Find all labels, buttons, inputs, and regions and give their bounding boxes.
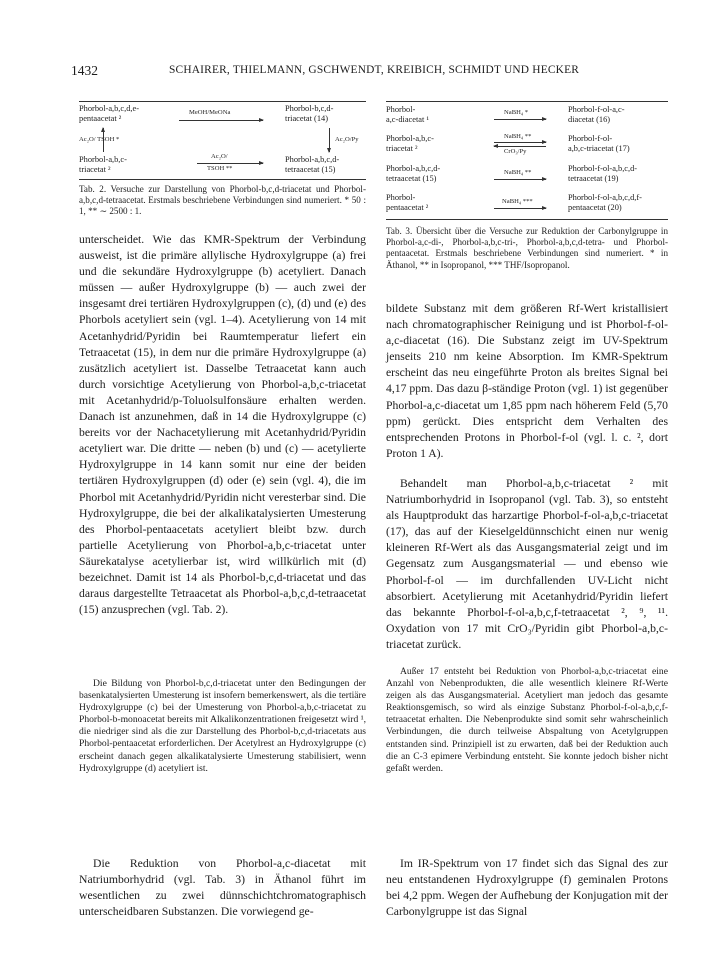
left-paragraph-1: unterscheidet. Wie das KMR-Spektrum der Verbindung ausweist, ist die primäre allylische Hydroxylgruppe (a) frei und die sekundäre Hydroxylgruppe (b) acetyliert. Danach müssen — außer Hydroxylgruppe (b) — auch zwei der insgesamt drei tertiären Hydroxylgruppen (c), (d) und (e) des Phorbols acetyliert sein (vgl. 1–4). Acetylierung von 14 mit Acetanhydrid/Pyridin bei Raumtemperatur liefert ein Tetraacetat (15), in dem nur die primäre Hydroxylgruppe (a) zusätzlich acetyliert ist. Dasselbe Tetraacetat kann auch durch vorsichtige Acetylierung von Phorbol-a,b,c-triacetat mit Acetanhydrid/p-Toluolsulfonsäure erhalten werden. Danach ist anzunehmen, daß in 14 die Hydroxylgruppe (c) bereits vor der Nachacetylierung mit Acetanhydrid/Pyridin acetyliert war. Die dritte — neben (b) und (c) — acetylierte Hydroxylgruppe in 14 kann somit nur eine der beiden tertiären Hydroxylgruppen (d) oder (e) sein (vgl. 4), die im Phorbol mit Acetanhydrid/Pyridin nicht veresterbar sind. Die Hydroxylgruppe, die bei der alkalikatalysierten Umesterung des Phorbol-pentaacetats acetyliert bleibt bzw. durch partielle Acetylierung von Phorbol-a,b,c-triacetat unter Säurekatalyse acetylierbar ist, wird willkürlich mit (d) bezeichnet. Damit ist 14 als Phorbol-b,c,d-triacetat und das daraus dargestellte Tetraacetat als Phorbol-a,b,c,d-tetraacetat (15) anzusprechen (vgl. Tab. 2). [79, 233, 366, 617]
table2-arrow-bottom [197, 163, 263, 164]
table2-bottom-right-1: Phorbol-a,b,c,d- [285, 155, 340, 164]
table3-row1-right-1: Phorbol-f-ol-a,c- [568, 105, 625, 114]
table2-top-reagent: MeOH/MeONa [189, 109, 231, 116]
right-paragraph-4: Im IR-Spektrum von 17 findet sich das Signal des zur neu entstandenen Hydroxylgruppe (f) geminalen Protons bei 4,2 ppm. Wegen der Aufhebung der Konjugation mit der Carbonylgruppe ist das Signal [386, 857, 668, 919]
table3-row2-reagent-2: CrO₃/Py [504, 148, 527, 155]
table3-row1-right-2: diacetat (16) [568, 115, 611, 124]
table2-left-reagent: Ac₂O/ TSOH * [79, 136, 120, 143]
table3-row2-left-2: triacetat ² [386, 144, 418, 153]
table2-bottom-left-2: triacetat ² [79, 165, 111, 174]
table2-arrow-right [179, 120, 263, 121]
right-paragraph-3: Außer 17 entsteht bei Reduktion von Phorbol-a,b,c-triacetat eine Anzahl von Nebenprodukten, die alle wesentlich kleinere Rf-Werte zeigen als das Ausgangsmaterial. Acetyliert man jedoch das gesamte Reaktionsgemisch, so wird als einzige Substanz Phorbol-f-ol-a,b,c,f-tetraacetat erhalten. Die Nebenprodukte sind somit sehr wahrscheinlich Verbindungen, die durch teilweise Abspaltung von Acetylgruppen entstanden sind. Prinzipiell ist zu erwarten, daß bei der Reduktion auch die an C-3 epimere Verbindung entsteht. Sie konnte jedoch bisher nicht gefaßt werden. [386, 666, 668, 774]
table3-row3-reagent: NaBH₄ ** [504, 169, 532, 176]
table3-row2-arrow-left [494, 146, 546, 147]
table3-row3-left-1: Phorbol-a,b,c,d- [386, 164, 441, 173]
table3-caption: Tab. 3. Übersicht über die Versuche zur Reduktion der Carbonylgruppe in Phorbol-a,c-di-, Phorbol-a,b,c-tri-, Phorbol-a,b,c,d-tetra- und Phorbol-pentaacetat. Erstmals beschriebene Verbindungen sind numeriert. * in Äthanol, ** in Isopropanol, *** THF/Isopropanol. [386, 226, 668, 270]
table3-row2-right-1: Phorbol-f-ol- [568, 134, 613, 143]
table2-caption: Tab. 2. Versuche zur Darstellung von Phorbol-b,c,d-triacetat und Phorbol-a,b,c,d-tetraacetat. Erstmals beschriebene Verbindungen sind numeriert. * 50 : 1, ** ∼ 2500 : 1. [79, 184, 366, 217]
table3-row3-right-2: tetraacetat (19) [568, 174, 619, 183]
table3-row4-arrow [494, 208, 546, 209]
left-paragraph-2: Die Bildung von Phorbol-b,c,d-triacetat unter den Bedingungen der basenkatalysierten Umesterung ist insofern bemerkenswert, als die tertiäre Hydroxylgruppe (c) bei der Umesterung von Phorbol-a,b,c-triacetat zu Phorbol-b-monoacetat bereits mit Alkalikonzentrationen freigesetzt wird ¹, die niedriger sind als die zur Darstellung des Phorbol-b,c,d-triacetats aus Phorbol-pentaacetat erforderlichen. Der Acetylrest an Hydroxylgruppe (c) erscheint danach gegen alkalikatalysierte Umesterung stabilisiert, wenn Hydroxylgruppe (d) acetyliert ist. [79, 678, 366, 774]
page-header [71, 63, 655, 83]
table2-arrow-down [329, 128, 330, 152]
table3-row1-reagent: NaBH₄ * [504, 109, 529, 116]
table3-row3-arrow [494, 179, 546, 180]
table3-row2-reagent: NaBH₄ ** [504, 133, 532, 140]
table3-row2-right-2: a,b,c-triacetat (17) [568, 144, 630, 153]
table3-row4-right-2: pentaacetat (20) [568, 203, 622, 212]
table2-bottom-reagent-top: Ac₂O/ [211, 153, 228, 160]
table-3 [386, 101, 668, 221]
left-paragraph-3: Die Reduktion von Phorbol-a,c-diacetat mit Natriumborhydrid (vgl. Tab. 3) in Äthanol führt im wesentlichen zu zwei dünnschichtchromatographisch unterscheidbaren Substanzen. Die vorwiegend ge- [79, 857, 366, 919]
table3-row1-left-1: Phorbol- [386, 105, 416, 114]
running-title: SCHAIRER, THIELMANN, GSCHWENDT, KREIBICH, SCHMIDT UND HECKER [169, 64, 580, 76]
table2-bottom-reagent-bottom: TSOH ** [207, 165, 233, 172]
table2-top-right-1: Phorbol-b,c,d- [285, 104, 334, 113]
table2-top-right-2: triacetat (14) [285, 114, 329, 123]
table2-top-left-1: Phorbol-a,b,c,d,e- [79, 104, 140, 113]
table3-row3-left-2: tetraacetat (15) [386, 174, 437, 183]
table3-row4-left-2: pentaacetat ² [386, 203, 429, 212]
right-paragraph-1: bildete Substanz mit dem größeren Rf-Wert kristallisiert nach chromatographischer Reinigung und ist Phorbol-f-ol-a,c-diacetat (16). Die Substanz zeigt im UV-Spektrum jenseits 210 nm keine Absorption. Im KMR-Spektrum erscheint das neu eingeführte Proton als breites Signal bei 4,17 ppm. Das dazu β-ständige Proton (vgl. 1) ist gegenüber Phorbol-a,c-diacetat um 1,85 ppm nach höherem Feld (5,70 ppm) gerückt. Dies entspricht dem Verhalten des entsprechenden Protons in Phorbol-f-ol (vgl. l. c. ², dort Proton 1 A). [386, 302, 668, 460]
page-number: 1432 [71, 63, 98, 78]
table3-row4-reagent: NaBH₄ *** [502, 198, 533, 205]
table2-right-reagent: Ac₂O/Py [335, 136, 359, 143]
table3-row1-arrow [494, 119, 546, 120]
table3-row1-left-2: a,c-diacetat ¹ [386, 115, 429, 124]
table3-row4-left-1: Phorbol- [386, 193, 416, 202]
table3-row2-arrow-right [494, 142, 546, 143]
table3-row3-right-1: Phorbol-f-ol-a,b,c,d- [568, 164, 638, 173]
table2-top-left-2: pentaacetat ² [79, 114, 122, 123]
table3-row4-right-1: Phorbol-f-ol-a,b,c,d,f- [568, 193, 642, 202]
right-paragraph-2: Behandelt man Phorbol-a,b,c-triacetat ² mit Natriumborhydrid in Isopropanol (vgl. Tab. 3), so entsteht als Hauptprodukt das harzartige Phorbol-f-ol-a,b,c-triacetat (17), das auf der Kieselgeldünnschicht einen nur wenig kleineren Rf-Wert als das Ausgangsmaterial zeigt und im Gegensatz zum Ausgangsmaterial — und ebenso wie Phorbol-f-ol — im durchfallenden UV-Licht nicht absorbiert. Acetylierung mit Acetanhydrid/Pyridin liefert das bekannte Phorbol-f-ol-a,b,c,f-tetraacetat ², ⁹, ¹¹. Oxydation von 17 mit CrO₃/Pyridin gibt Phorbol-a,b,c-triacetat zurück. [386, 477, 668, 651]
table2-bottom-left-1: Phorbol-a,b,c- [79, 155, 127, 164]
table-2 [79, 101, 366, 181]
table2-bottom-right-2: tetraacetat (15) [285, 165, 336, 174]
table3-row2-left-1: Phorbol-a,b,c- [386, 134, 434, 143]
